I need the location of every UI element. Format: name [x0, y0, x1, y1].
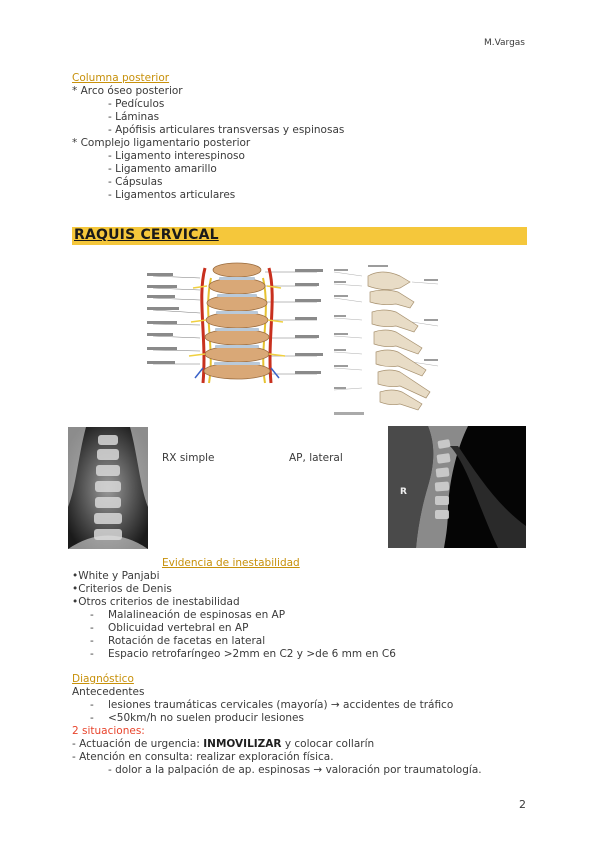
cervical-spine-lateral-illustration	[332, 262, 442, 420]
dash-mark: -	[90, 635, 94, 647]
section-heading-inestabilidad: Evidencia de inestabilidad	[162, 557, 300, 569]
subheading-antecedentes: Antecedentes	[72, 686, 145, 698]
inmovilizar-emphasis: INMOVILIZAR	[203, 738, 282, 750]
section-banner	[72, 227, 527, 245]
consulta-line: - Atención en consulta: realizar exploración física.	[72, 751, 334, 763]
cervical-spine-anatomy-illustration	[145, 258, 327, 386]
list-item: Oblicuidad vertebral en AP	[108, 622, 249, 634]
xray-caption-right: AP, lateral	[289, 452, 343, 464]
list-item: •White y Panjabi	[72, 570, 160, 582]
dash-mark: -	[90, 648, 94, 660]
xray-ap-drawing	[68, 427, 148, 549]
list-item: - Ligamentos articulares	[108, 189, 236, 201]
cervical-spine-drawing	[145, 258, 327, 386]
list-item: •Criterios de Denis	[72, 583, 172, 595]
list-item: <50km/h no suelen producir lesiones	[108, 712, 304, 724]
list-item: - Ligamento amarillo	[108, 163, 217, 175]
list-item: Rotación de facetas en lateral	[108, 635, 266, 647]
list-item: •Otros criterios de inestabilidad	[72, 596, 240, 608]
dash-mark: -	[90, 622, 94, 634]
list-item: Malalineación de espinosas en AP	[108, 609, 286, 621]
urgencia-line	[72, 738, 374, 751]
xray-lateral-drawing	[388, 426, 526, 548]
list-item: * Arco óseo posterior	[72, 85, 183, 97]
list-item: - Ligamento interespinoso	[108, 150, 245, 162]
urgencia-suffix: y colocar collarín	[281, 738, 375, 750]
list-item: - Láminas	[108, 111, 160, 123]
list-item: Espacio retrofaríngeo >2mm en C2 y >de 6 mm en C6	[108, 648, 396, 660]
dash-mark: -	[90, 712, 94, 724]
section-heading-columna-posterior: Columna posterior	[72, 72, 170, 84]
situaciones-label: 2 situaciones:	[72, 725, 145, 737]
xray-ap-image	[68, 427, 148, 549]
xray-lateral-image	[388, 426, 526, 548]
author-name: M.Vargas	[483, 38, 525, 48]
page-number: 2	[519, 798, 526, 811]
list-item: - Pedículos	[108, 98, 165, 110]
dash-mark: -	[90, 609, 94, 621]
urgencia-prefix: - Actuación de urgencia:	[72, 738, 204, 750]
list-item: - Cápsulas	[108, 176, 163, 188]
section-heading-diagnostico: Diagnóstico	[72, 673, 134, 685]
banner-title: RAQUIS CERVICAL	[74, 227, 219, 243]
list-item: * Complejo ligamentario posterior	[72, 137, 251, 149]
dash-mark: -	[90, 699, 94, 711]
list-item: lesiones traumáticas cervicales (mayoría) → accidentes de tráfico	[108, 699, 454, 711]
consulta-subitem: - dolor a la palpación de ap. espinosas → valoración por traumatología.	[108, 764, 482, 776]
xray-side-marker: R	[400, 487, 407, 497]
cervical-spine-lateral-drawing	[332, 262, 442, 420]
xray-caption-left: RX simple	[162, 452, 215, 464]
list-item: - Apófisis articulares transversas y espinosas	[108, 124, 345, 136]
